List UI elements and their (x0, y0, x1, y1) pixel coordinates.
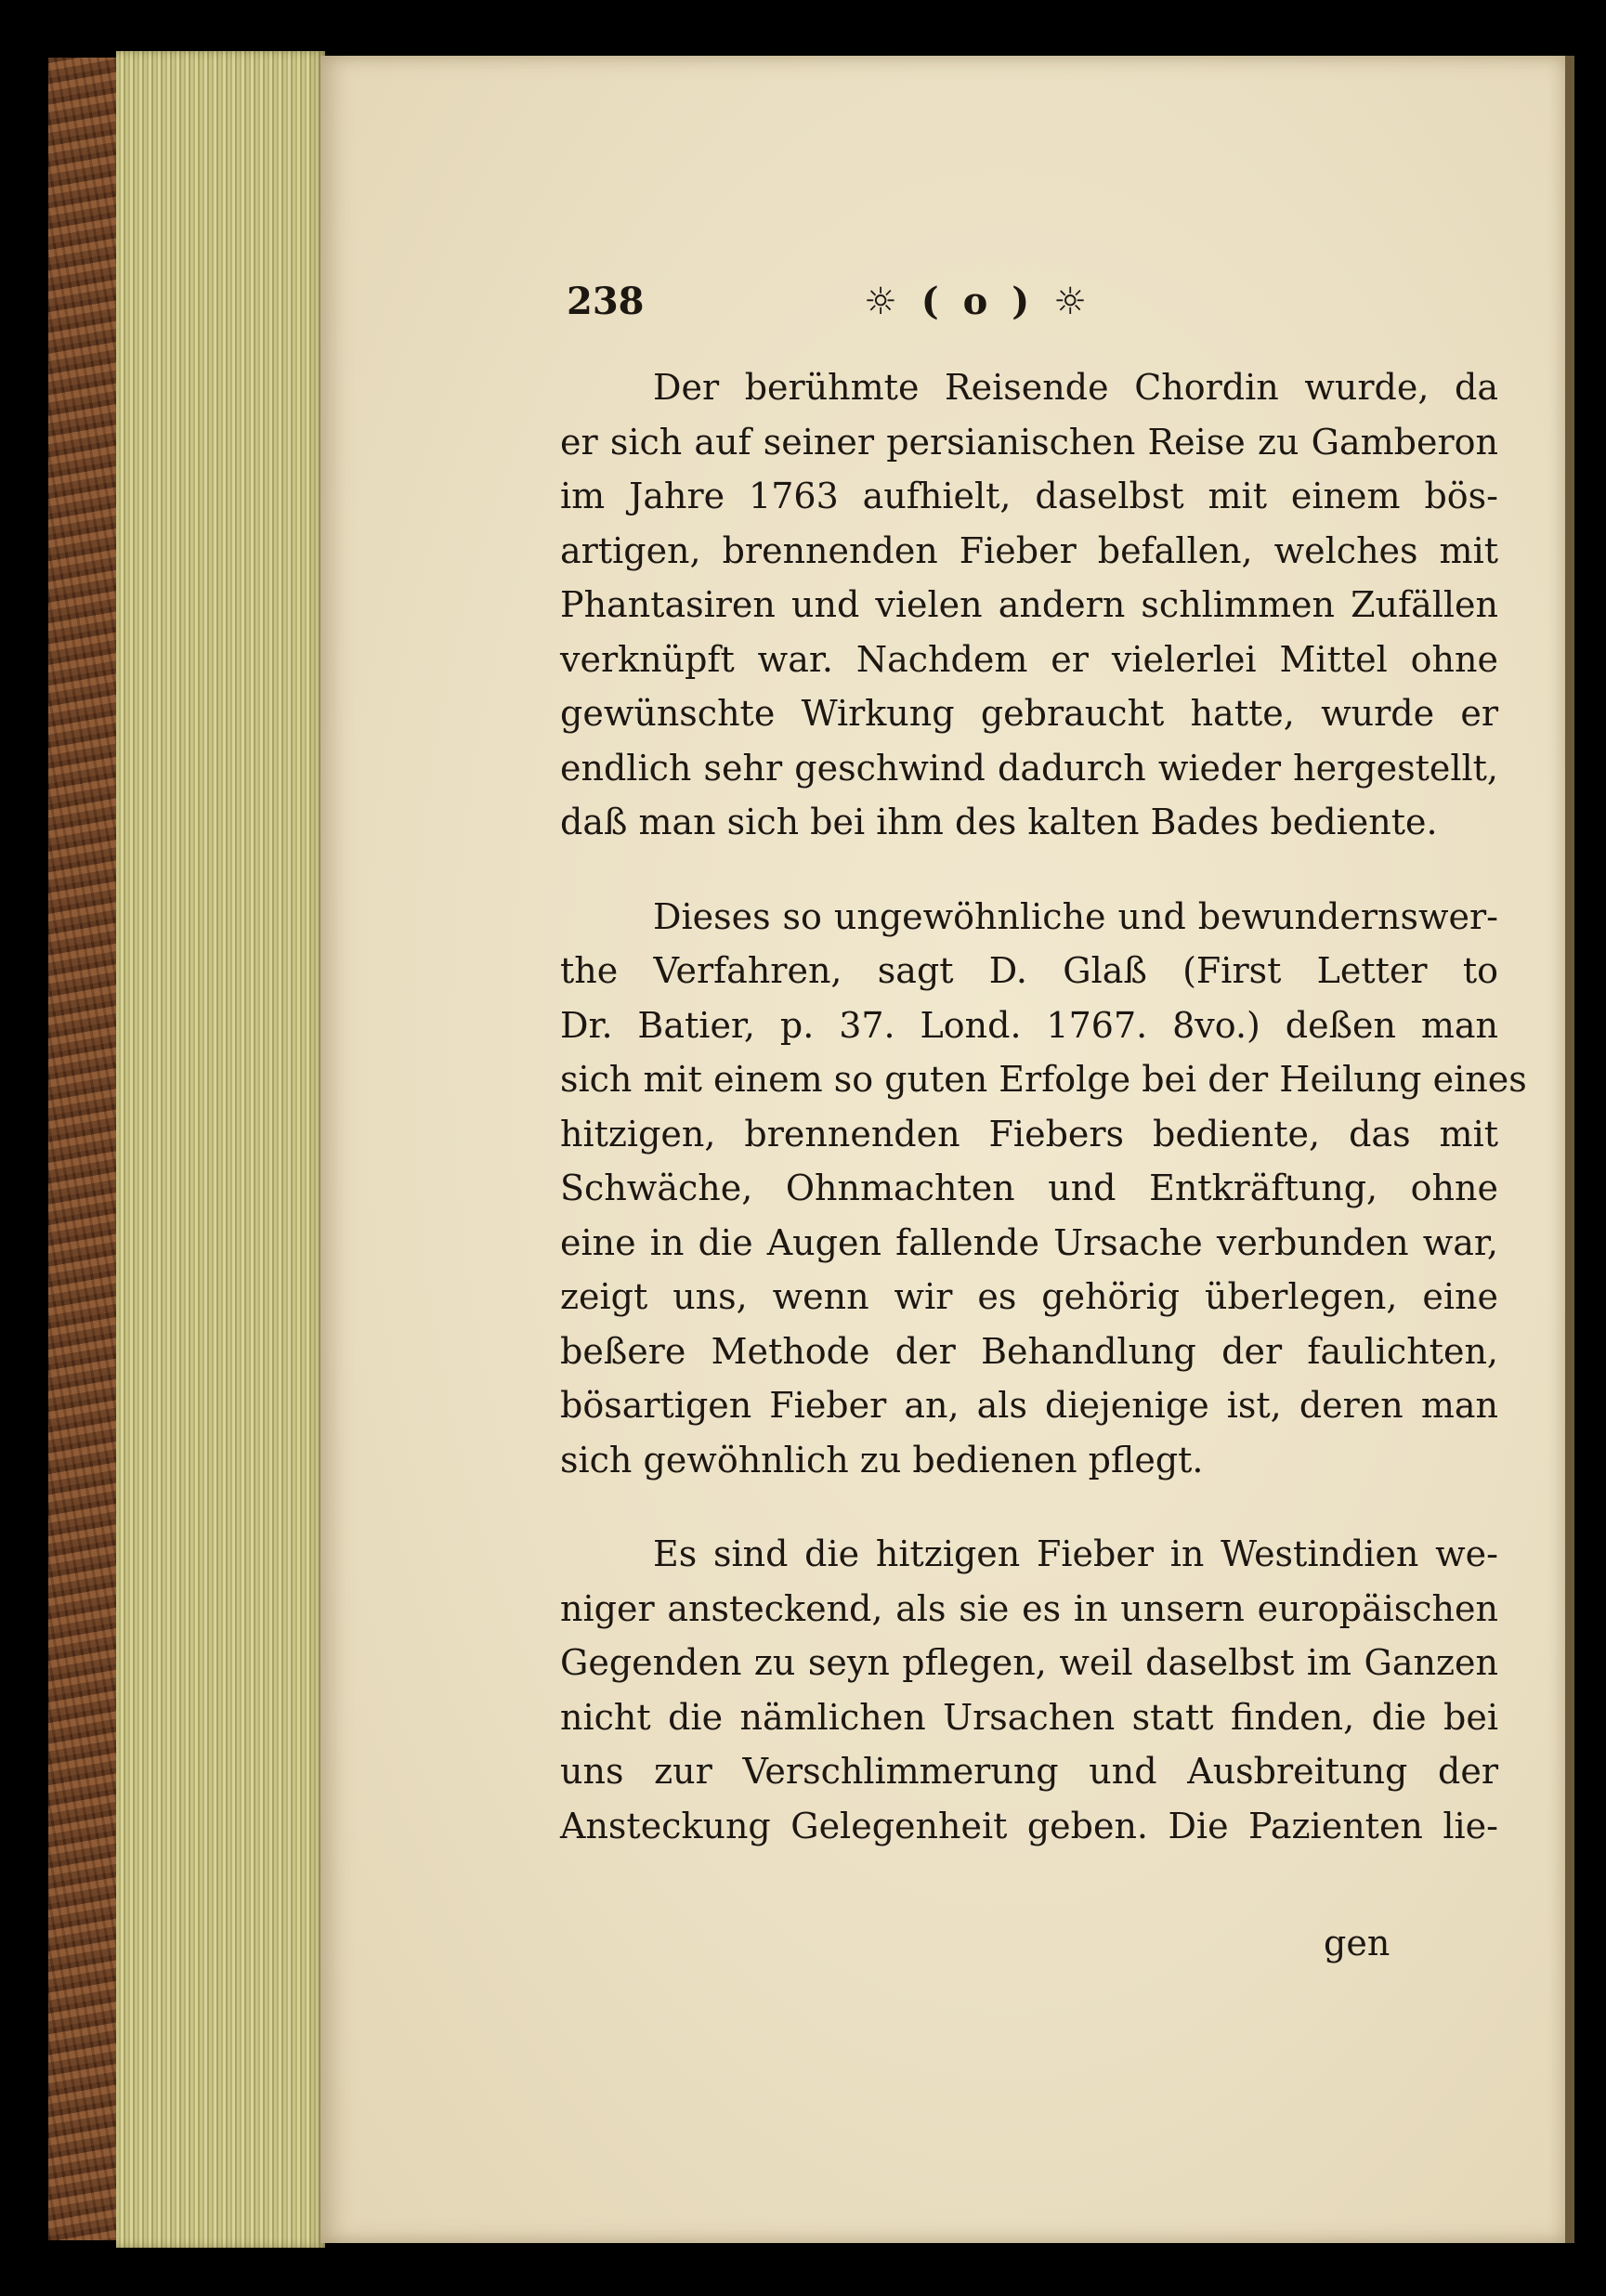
running-head: ☼ ( o ) ☼ (864, 280, 1092, 323)
text-line: niger ansteckend, als sie es in unsern europäischen (560, 1587, 1498, 1629)
text-line: bösartigen Fieber an, als diejenige ist, deren man (560, 1385, 1498, 1426)
text-line: er sich auf seiner persianischen Reise zu Gamberon (560, 421, 1498, 463)
body-text (560, 360, 1527, 1893)
text-line: Es sind die hitzigen Fieber in Westindien we- (653, 1533, 1498, 1574)
paragraph-1 (560, 360, 1498, 850)
page-header (567, 279, 1509, 325)
text-line: hitzigen, brennenden Fiebers bediente, das mit (560, 1113, 1498, 1155)
text-line: nicht die nämlichen Ursachen statt finden, die bei (560, 1696, 1498, 1738)
text-line: Dieses so ungewöhnliche und bewundernswer- (653, 895, 1498, 937)
text-line: verknüpft war. Nachdem er vielerlei Mittel ohne (560, 638, 1498, 680)
marbled-cover (48, 58, 123, 2240)
text-line: Schwäche, Ohnmachten und Entkräftung, ohne (560, 1168, 1498, 1208)
text-line: Gegenden zu seyn pflegen, weil daselbst im Ganzen (560, 1642, 1498, 1683)
text-line: eine in die Augen fallende Ursache verbunden war, (560, 1221, 1498, 1263)
page-number: 238 (567, 280, 645, 323)
page-edges (116, 51, 325, 2248)
text-line: Phantasiren und vielen andern schlimmen Zufällen (560, 584, 1498, 625)
catchword: gen (1324, 1923, 1391, 1963)
text-line: the Verfahren, sagt D. Glaß (First Letter to (560, 950, 1498, 991)
text-line: artigen, brennenden Fieber befallen, welches mit (560, 529, 1498, 571)
text-line: im Jahre 1763 aufhielt, daselbst mit einem bös- (560, 476, 1498, 516)
text-line: gewünschte Wirkung gebraucht hatte, wurde er (560, 693, 1498, 734)
text-line: beßere Methode der Behandlung der faulichten, (560, 1330, 1498, 1372)
text-line: sich gewöhnlich zu bedienen pflegt. (560, 1439, 1204, 1481)
text-line: zeigt uns, wenn wir es gehörig überlegen, eine (560, 1276, 1498, 1317)
text-line: daß man sich bei ihm des kalten Bades bediente. (560, 802, 1438, 842)
text-line: Ansteckung Gelegenheit geben. Die Pazienten lie- (560, 1805, 1498, 1846)
text-line: sich mit einem so guten Erfolge bei der Heilung eines (560, 1059, 1527, 1100)
text-line: endlich sehr geschwind dadurch wieder hergestellt, (560, 747, 1498, 789)
gutter-shadow (1565, 56, 1574, 2243)
paragraph-2 (560, 890, 1527, 1488)
text-line: Dr. Batier, p. 37. Lond. 1767. 8vo.) deßen man (560, 1004, 1498, 1046)
text-line: Der berühmte Reisende Chordin wurde, da (653, 367, 1498, 408)
text-line: uns zur Verschlimmerung und Ausbreitung der (560, 1751, 1498, 1792)
paragraph-3 (560, 1527, 1498, 1853)
